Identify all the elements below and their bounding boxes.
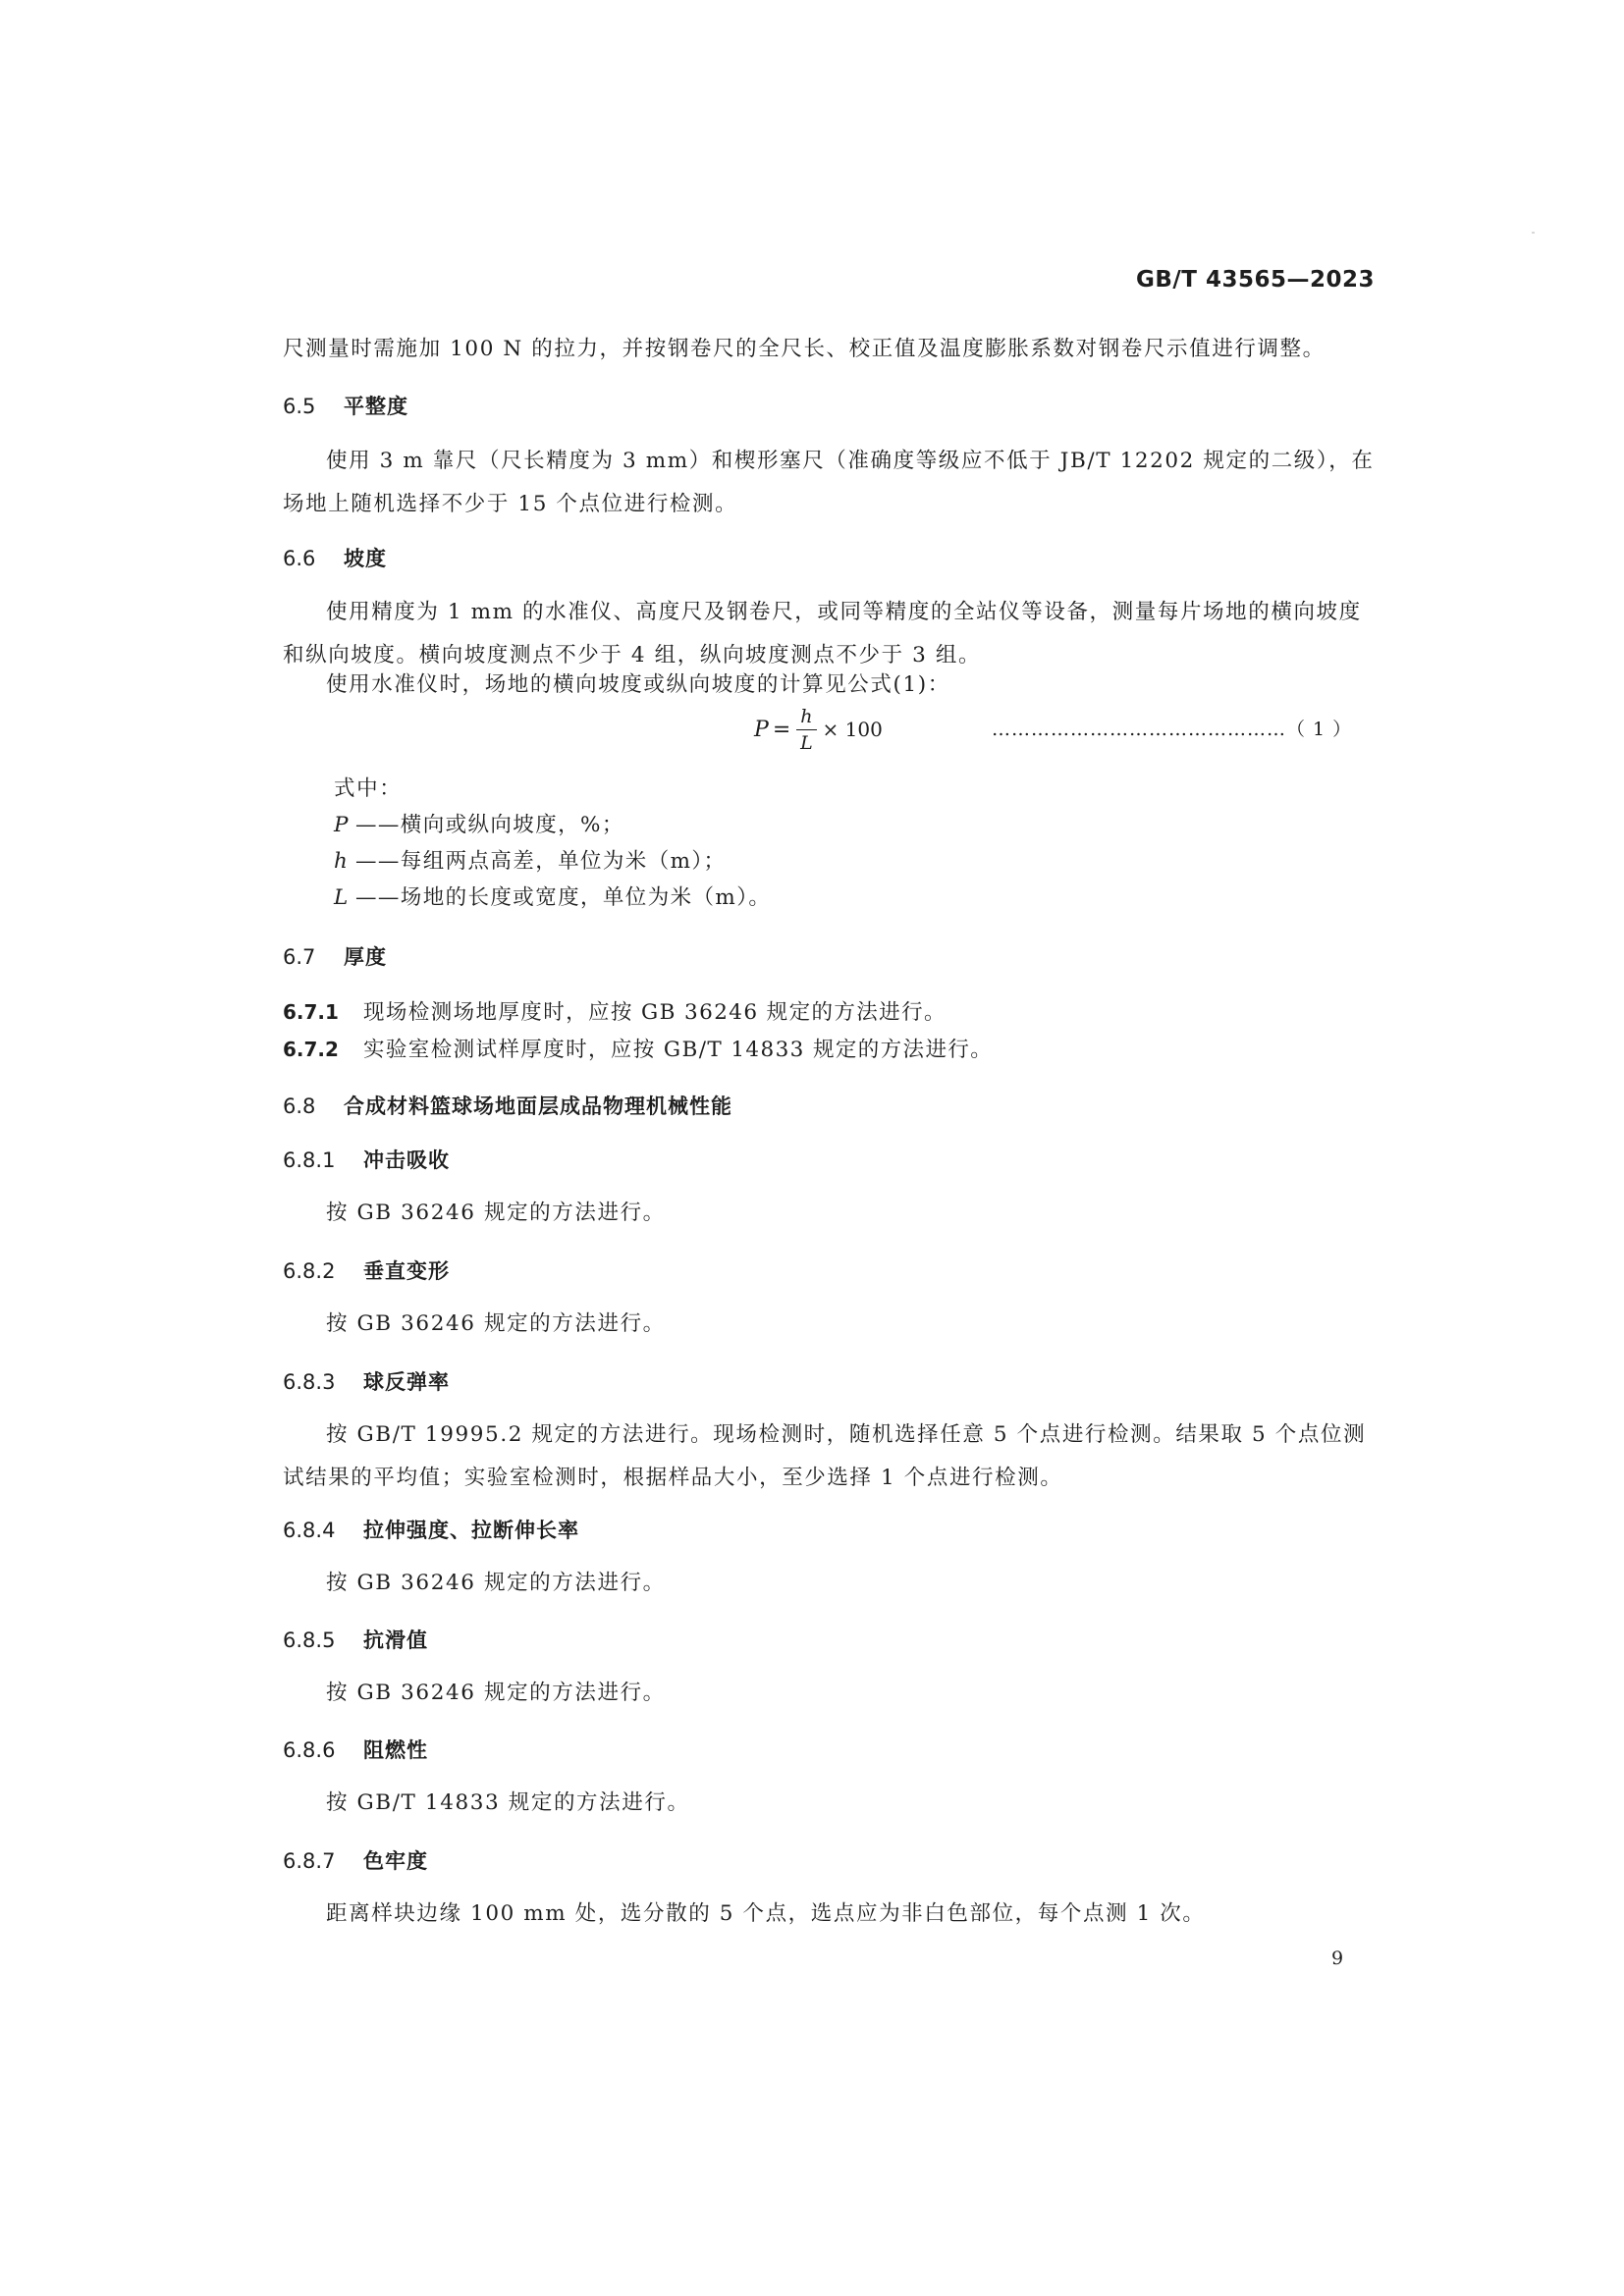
formula-lhs: P — [754, 717, 769, 742]
section-title: 冲击吸收 — [363, 1148, 450, 1172]
variable-desc: ——横向或纵向坡度，%； — [355, 813, 624, 837]
section-6-6-heading — [283, 543, 387, 572]
continuation-paragraph: 尺测量时需施加 100 N 的拉力，并按钢卷尺的全尺长、校正值及温度膨胀系数对钢卷尺示值进行调整。 — [283, 337, 1326, 361]
where-label: 式中： — [334, 776, 403, 801]
section-6-8-3-body: 按 GB/T 19995.2 规定的方法进行。现场检测时，随机选择任意 5 个点进行检测。结果取 5 个点位测试结果的平均值；实验室检测时，根据样品大小，至少选择 1 个点进行检测。 — [283, 1422, 1367, 1490]
section-title: 拉伸强度、拉断伸长率 — [363, 1519, 579, 1542]
section-6-5-body: 使用 3 m 靠尺（尺长精度为 3 mm）和楔形塞尺（准确度等级应不低于 JB/T 12202 规定的二级），在场地上随机选择不少于 15 个点位进行检测。 — [283, 449, 1375, 516]
section-6-8-4-body: 按 GB 36246 规定的方法进行。 — [326, 1571, 666, 1595]
clause-6-7-1 — [283, 995, 947, 1026]
section-6-8-6-heading — [283, 1735, 428, 1764]
section-6-8-2-heading — [283, 1255, 450, 1285]
section-6-8-1-heading — [283, 1145, 450, 1174]
formula-denominator: L — [800, 731, 813, 754]
clause-6-7-2 — [283, 1033, 993, 1063]
page-number: 9 — [1331, 1948, 1344, 1969]
section-6-8-3-heading — [283, 1366, 450, 1396]
section-title: 抗滑值 — [363, 1629, 428, 1652]
variable-symbol: h — [334, 849, 350, 874]
variable-line — [334, 881, 771, 911]
section-6-8-heading — [283, 1091, 732, 1120]
formula-fraction — [796, 705, 816, 755]
section-number: 6.8.2 — [283, 1259, 336, 1283]
section-number: 6.8.7 — [283, 1849, 336, 1873]
section-6-6-body-1: 使用精度为 1 mm 的水准仪、高度尺及钢卷尺，或同等精度的全站仪等设备，测量每片场地的横向坡度和纵向坡度。横向坡度测点不少于 4 组，纵向坡度测点不少于 3 组。 — [283, 600, 1362, 667]
section-number: 6.8.4 — [283, 1519, 336, 1542]
section-number: 6.8.1 — [283, 1148, 336, 1172]
section-6-8-5-heading — [283, 1625, 428, 1654]
section-title: 平整度 — [344, 395, 408, 418]
section-number: 6.8.3 — [283, 1370, 336, 1394]
section-6-8-4-heading — [283, 1515, 579, 1544]
section-6-8-5-body: 按 GB 36246 规定的方法进行。 — [326, 1681, 666, 1705]
scan-speck — [1532, 232, 1535, 234]
section-title: 球反弹率 — [363, 1370, 450, 1394]
section-6-7-heading — [283, 941, 387, 971]
formula-number: ………………………………………（ 1 ） — [992, 719, 1353, 740]
section-6-5-heading — [283, 391, 408, 420]
variable-symbol: P — [334, 813, 350, 837]
section-6-6-body-2: 使用水准仪时，场地的横向坡度或纵向坡度的计算见公式(1)： — [326, 672, 950, 697]
clause-text: 现场检测场地厚度时，应按 GB 36246 规定的方法进行。 — [363, 1000, 947, 1025]
clause-number: 6.7.1 — [283, 1000, 339, 1024]
section-6-8-1-body: 按 GB 36246 规定的方法进行。 — [326, 1201, 666, 1225]
section-number: 6.6 — [283, 547, 316, 570]
variable-desc: ——场地的长度或宽度，单位为米（m）。 — [355, 885, 772, 910]
section-6-8-2-body: 按 GB 36246 规定的方法进行。 — [326, 1311, 666, 1336]
standard-code: GB/T 43565—2023 — [1135, 267, 1375, 293]
section-6-8-7-heading — [283, 1845, 428, 1875]
section-title: 阻燃性 — [363, 1738, 428, 1762]
formula-numerator: h — [796, 705, 816, 730]
section-title: 垂直变形 — [363, 1259, 450, 1283]
formula-times: × 100 — [822, 718, 883, 741]
section-title: 坡度 — [344, 547, 387, 570]
clause-number: 6.7.2 — [283, 1038, 339, 1061]
slope-formula — [754, 699, 883, 760]
section-number: 6.5 — [283, 395, 316, 418]
section-6-8-7-body: 距离样块边缘 100 mm 处，选分散的 5 个点，选点应为非白色部位，每个点测 1 次。 — [326, 1901, 1206, 1926]
variable-desc: ——每组两点高差，单位为米（m）； — [355, 849, 727, 874]
section-number: 6.8 — [283, 1095, 316, 1118]
section-number: 6.8.5 — [283, 1629, 336, 1652]
clause-text: 实验室检测试样厚度时，应按 GB/T 14833 规定的方法进行。 — [363, 1038, 994, 1062]
section-number: 6.8.6 — [283, 1738, 336, 1762]
variable-line — [334, 808, 624, 838]
variable-line — [334, 844, 726, 875]
section-title: 厚度 — [344, 945, 387, 969]
section-6-8-6-body: 按 GB/T 14833 规定的方法进行。 — [326, 1790, 690, 1815]
section-title: 色牢度 — [363, 1849, 428, 1873]
variable-symbol: L — [334, 885, 350, 910]
formula-equals: = — [772, 717, 791, 742]
section-title: 合成材料篮球场地面层成品物理机械性能 — [344, 1095, 732, 1118]
section-number: 6.7 — [283, 945, 316, 969]
